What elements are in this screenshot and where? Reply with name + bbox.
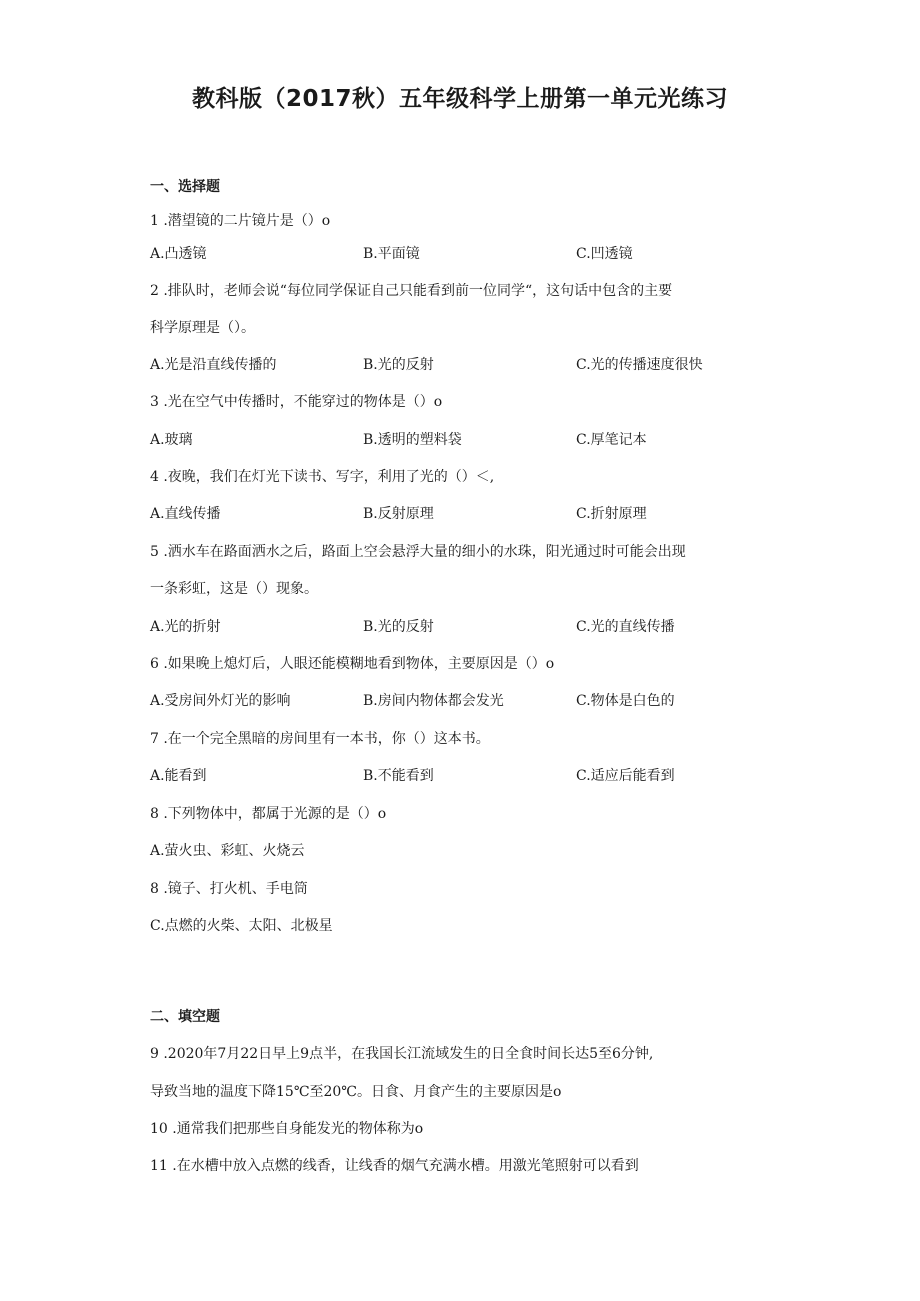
option-a: A.受房间外灯光的影响	[150, 693, 291, 709]
option-a: A.能看到	[150, 768, 207, 784]
option-c: C.物体是白色的	[576, 693, 675, 709]
page-title: 教科版（2017秋）五年级科学上册第一单元光练习	[191, 86, 728, 112]
option-b: B.光的反射	[363, 619, 434, 635]
question-1-options	[150, 243, 770, 263]
option-c: C.光的直线传播	[576, 619, 675, 635]
question-1: 1 .潜望镜的二片镜片是（）o	[150, 213, 331, 229]
section-heading-choice: 一、选择题	[150, 179, 220, 195]
question-9: 9 .2020年7月22日早上9点半，在我国长江流域发生的日全食时间长达5至6分钟,	[150, 1046, 654, 1062]
question-4: 4 .夜晚，我们在灯光下读书、写字，利用了光的（）＜,	[150, 469, 495, 485]
question-9-continued: 导致当地的温度下降15℃至20℃。日食、月食产生的主要原因是o	[150, 1084, 562, 1100]
option-a: A.玻璃	[150, 432, 193, 448]
option-b: B.房间内物体都会发光	[363, 693, 504, 709]
question-8-option-a: A.萤火虫、彩虹、火烧云	[150, 843, 305, 859]
question-7-options	[150, 765, 770, 785]
option-c: C.适应后能看到	[576, 768, 675, 784]
option-c: C.光的传播速度很快	[576, 357, 703, 373]
option-b: B.反射原理	[363, 506, 434, 522]
question-6: 6 .如果晚上熄灯后，人眼还能模糊地看到物体，主要原因是（）o	[150, 656, 555, 672]
section-heading-fill: 二、填空题	[150, 1009, 220, 1025]
option-c: C.折射原理	[576, 506, 647, 522]
option-b: B.不能看到	[363, 768, 434, 784]
question-2-options	[150, 354, 770, 374]
option-b: B.平面镜	[363, 246, 420, 262]
question-3-options	[150, 429, 770, 449]
option-a: A.直线传播	[150, 506, 221, 522]
question-11: 11 .在水槽中放入点燃的线香，让线香的烟气充满水槽。用激光笔照射可以看到	[150, 1158, 639, 1174]
option-a: A.光的折射	[150, 619, 221, 635]
option-c: C.凹透镜	[576, 246, 633, 262]
question-8-option-b: 8 .镜子、打火机、手电筒	[150, 881, 308, 897]
question-6-options	[150, 690, 770, 710]
question-10: 10 .通常我们把那些自身能发光的物体称为o	[150, 1121, 424, 1137]
option-b: B.透明的塑料袋	[363, 432, 462, 448]
question-8: 8 .下列物体中，都属于光源的是（）o	[150, 806, 387, 822]
question-5: 5 .洒水车在路面洒水之后，路面上空会悬浮大量的细小的水珠，阳光通过时可能会出现	[150, 544, 686, 560]
question-4-options	[150, 503, 770, 523]
question-2-continued: 科学原理是（）。	[150, 320, 255, 336]
option-b: B.光的反射	[363, 357, 434, 373]
question-5-options	[150, 616, 770, 636]
option-c: C.厚笔记本	[576, 432, 647, 448]
option-a: A.光是沿直线传播的	[150, 357, 277, 373]
question-3: 3 .光在空气中传播时，不能穿过的物体是（）o	[150, 394, 443, 410]
question-7: 7 .在一个完全黑暗的房间里有一本书，你（）这本书。	[150, 731, 490, 747]
question-8-option-c: C.点燃的火柴、太阳、北极星	[150, 918, 333, 934]
question-5-continued: 一条彩虹，这是（）现象。	[150, 581, 318, 597]
question-2: 2 .排队时，老师会说“每位同学保证自己只能看到前一位同学“，这句话中包含的主要	[150, 283, 673, 299]
option-a: A.凸透镜	[150, 246, 207, 262]
